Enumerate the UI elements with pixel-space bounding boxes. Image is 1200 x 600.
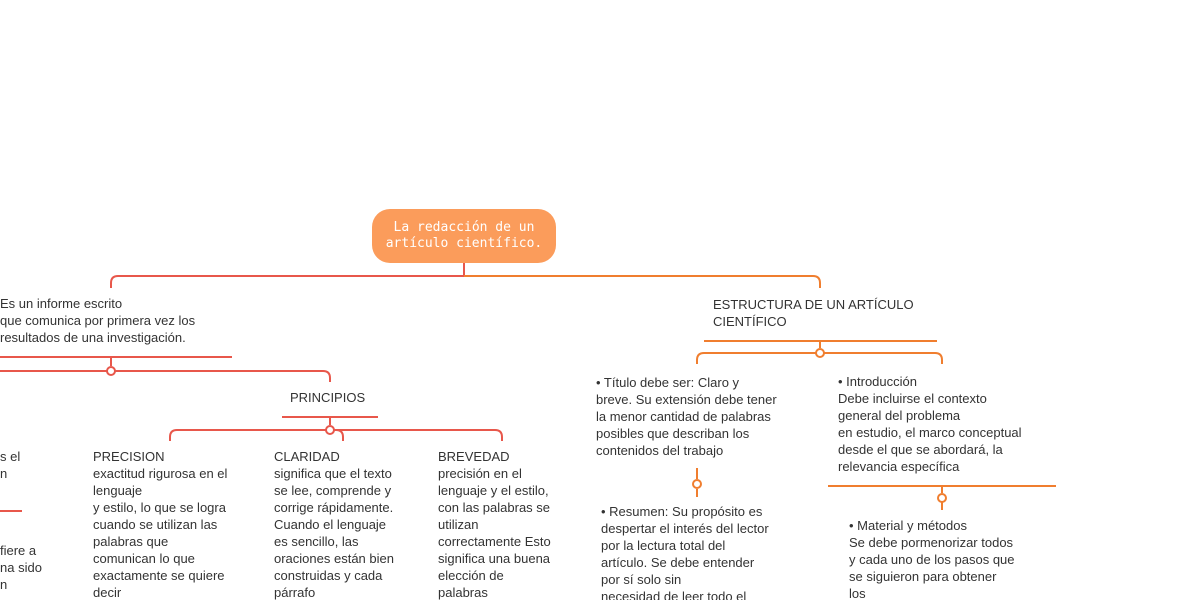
brevedad-line-3: lenguaje y el estilo, — [438, 483, 549, 498]
claridad-line-2: significa que el texto — [274, 466, 392, 481]
root-topic-line-1: La redacción de un — [393, 220, 535, 235]
introduccion-line-1: • Introducción — [838, 374, 917, 389]
claridad-line-3: se lee, comprende y — [274, 483, 392, 498]
titulo-line-5: contenidos del trabajo — [596, 443, 724, 458]
materiales-node-dot — [938, 494, 946, 502]
root-branches — [111, 263, 820, 288]
claridad-line-5: Cuando el lenguaje — [274, 517, 387, 532]
materiales-line-5: los — [849, 586, 866, 600]
precision-heading: PRECISION — [93, 449, 165, 464]
principios-topic[interactable] — [290, 389, 365, 406]
estructura-topic[interactable] — [713, 296, 914, 330]
estructura-line-2: CIENTÍFICO — [713, 314, 787, 329]
resumen-line-2: despertar el interés del lector — [601, 521, 769, 536]
principios-to-precision-connector — [170, 430, 330, 441]
definition-children-bar — [0, 371, 330, 382]
partial-topic-b-line-1: fiere a — [0, 543, 37, 558]
brevedad-line-6: correctamente Esto — [438, 534, 551, 549]
principios-to-brevedad-connector — [330, 430, 502, 441]
root-topic-line-2: artículo científico. — [385, 236, 543, 251]
definition-line-2: que comunica por primera vez los — [0, 313, 196, 328]
definition-line-1: Es un informe escrito — [0, 296, 123, 311]
claridad-line-7: oraciones están bien — [274, 551, 394, 566]
root-to-definition-connector — [111, 276, 464, 288]
claridad-topic[interactable] — [274, 448, 394, 600]
brevedad-line-4: con las palabras se — [438, 500, 551, 515]
materiales-line-2: Se debe pormenorizar todos — [849, 535, 1014, 550]
resumen-node-dot — [693, 480, 701, 488]
titulo-line-4: posibles que describan los — [596, 426, 750, 441]
precision-line-6: palabras que — [93, 534, 169, 549]
root-to-estructura-connector — [464, 276, 820, 288]
precision-topic[interactable] — [93, 448, 227, 600]
claridad-line-8: construidas y cada — [274, 568, 383, 583]
precision-line-4: y estilo, lo que se logra — [93, 500, 226, 515]
introduccion-line-2: Debe incluirse el contexto — [838, 391, 987, 406]
partial-topic-b[interactable] — [0, 542, 42, 593]
brevedad-topic[interactable] — [438, 448, 551, 600]
principios-node-dot — [326, 426, 334, 434]
titulo-line-1: • Título debe ser: Claro y — [596, 375, 740, 390]
estructura-line-1: ESTRUCTURA DE UN ARTÍCULO — [713, 297, 914, 312]
partial-topic-a[interactable] — [0, 448, 20, 482]
precision-line-2: exactitud rigurosa en el — [93, 466, 228, 481]
titulo-line-2: breve. Su extensión debe tener — [596, 392, 777, 407]
materiales-line-4: se siguieron para obtener — [849, 569, 997, 584]
resumen-line-6: necesidad de leer todo el — [601, 589, 747, 600]
brevedad-line-7: significa una buena — [438, 551, 551, 566]
claridad-heading: CLARIDAD — [274, 449, 340, 464]
claridad-line-9: párrafo — [274, 585, 316, 600]
root-topic[interactable] — [372, 209, 556, 263]
claridad-line-6: es sencillo, las — [274, 534, 359, 549]
introduccion-line-4: en estudio, el marco conceptual — [838, 425, 1022, 440]
left-branch-lines — [0, 357, 502, 511]
brevedad-line-9: palabras — [438, 585, 488, 600]
resumen-line-1: • Resumen: Su propósito es — [601, 504, 763, 519]
precision-line-5: cuando se utilizan las — [93, 517, 218, 532]
principios-label: PRINCIPIOS — [290, 390, 366, 405]
claridad-line-4: corrige rápidamente. — [274, 500, 394, 515]
resumen-line-5: por sí solo sin — [601, 572, 682, 587]
precision-line-9: decir — [93, 585, 122, 600]
titulo-topic[interactable] — [596, 374, 777, 459]
precision-line-3: lenguaje — [93, 483, 143, 498]
estructura-to-titulo-connector — [697, 353, 820, 364]
brevedad-line-8: elección de — [438, 568, 504, 583]
definition-topic[interactable] — [0, 295, 195, 346]
introduccion-topic[interactable] — [838, 373, 1022, 475]
materiales-topic[interactable] — [849, 517, 1015, 600]
introduccion-line-5: desde el que se abordará, la — [838, 442, 1003, 457]
introduccion-line-6: relevancia específica — [838, 459, 960, 474]
materiales-line-1: • Material y métodos — [849, 518, 967, 533]
precision-line-7: comunican lo que — [93, 551, 195, 566]
brevedad-heading: BREVEDAD — [438, 449, 510, 464]
partial-topic-b-line-2: na sido — [0, 560, 42, 575]
brevedad-line-5: utilizan — [438, 517, 479, 532]
brevedad-line-2: precisión en el — [438, 466, 522, 481]
partial-topic-a-line-1: s el — [0, 449, 21, 464]
precision-line-8: exactamente se quiere — [93, 568, 225, 583]
resumen-topic[interactable] — [601, 503, 769, 600]
partial-topic-b-line-3: n — [0, 577, 8, 592]
definition-line-3: resultados de una investigación. — [0, 330, 186, 345]
resumen-line-3: por la lectura total del — [601, 538, 726, 553]
estructura-node-dot — [816, 349, 824, 357]
introduccion-line-3: general del problema — [838, 408, 961, 423]
materiales-line-3: y cada uno de los pasos que — [849, 552, 1015, 567]
definition-node-dot — [107, 367, 115, 375]
resumen-line-4: artículo. Se debe entender — [601, 555, 755, 570]
partial-topic-a-line-2: n — [0, 466, 8, 481]
titulo-line-3: la menor cantidad de palabras — [596, 409, 771, 424]
estructura-to-introduccion-connector — [820, 353, 942, 364]
